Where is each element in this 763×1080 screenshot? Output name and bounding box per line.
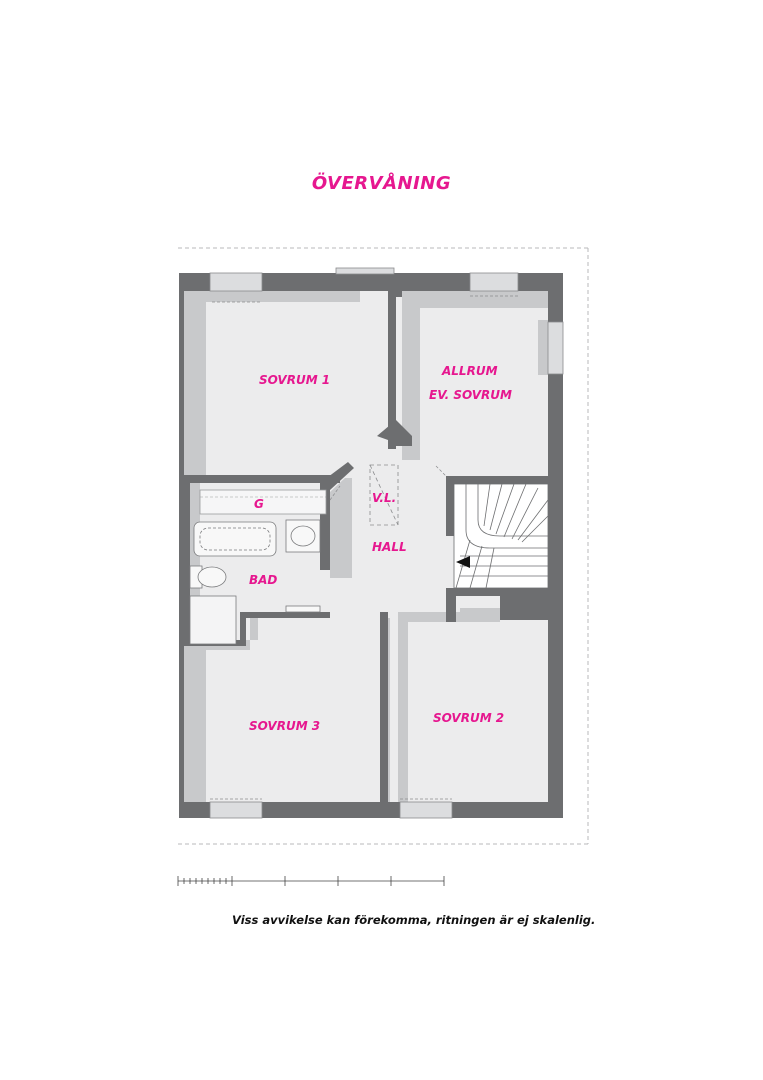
staircase (454, 484, 548, 588)
room-label-bad: BAD (249, 573, 278, 587)
room-label-sovrum-3: SOVRUM 3 (249, 719, 321, 733)
floor-title: ÖVERVÅNING (311, 173, 452, 194)
room-label-sovrum-1: SOVRUM 1 (259, 373, 331, 387)
scale-bar (178, 876, 444, 886)
room-label-sovrum-2: SOVRUM 2 (433, 711, 505, 725)
room-label-g: G (254, 497, 264, 511)
room-label-hall: HALL (372, 540, 407, 554)
room-label-ev-sovrum: EV. SOVRUM (429, 388, 512, 402)
room-label-vl: V.L. (372, 491, 397, 505)
disclaimer-text: Viss avvikelse kan förekomma, ritningen är ej skalenlig. (232, 913, 596, 927)
room-label-allrum: ALLRUM (442, 364, 498, 378)
